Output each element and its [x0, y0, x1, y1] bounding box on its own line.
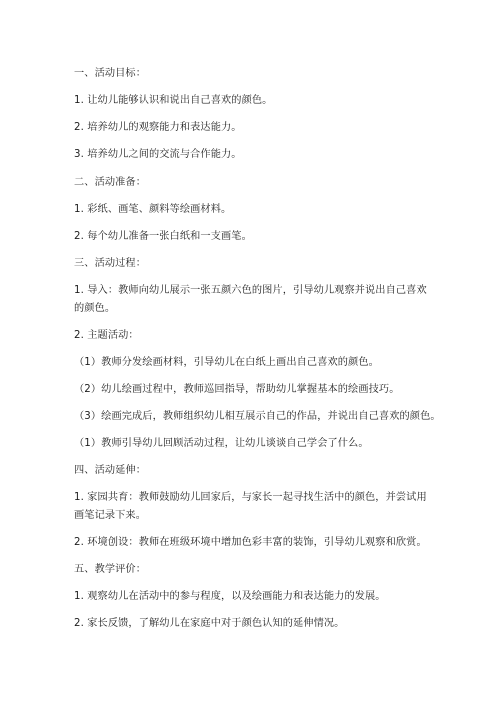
- text-line: 1. 让幼儿能够认识和说出自己喜欢的颜色。: [74, 95, 273, 106]
- text-line: 的颜色。: [74, 303, 116, 314]
- section-heading-preparation: 二、活动准备：: [74, 177, 147, 188]
- text-line: 1. 家园共育：教师鼓励幼儿回家后，与家长一起寻找生活中的颜色，并尝试用: [74, 492, 427, 503]
- text-line: 1. 彩纸、画笔、颜料等绘画材料。: [74, 204, 232, 215]
- text-line: （1）教师引导幼儿回顾活动过程，让幼儿谈谈自己学会了什么。: [74, 438, 369, 449]
- text-line: 2. 主题活动：: [74, 330, 139, 341]
- text-line: （1）教师分发绘画材料，引导幼儿在白纸上画出自己喜欢的颜色。: [74, 357, 379, 368]
- text-line: 2. 每个幼儿准备一张白纸和一支画笔。: [74, 231, 252, 242]
- text-line: 画笔记录下来。: [74, 510, 147, 521]
- text-line: （2）幼儿绘画过程中，教师巡回指导，帮助幼儿掌握基本的绘画技巧。: [74, 384, 400, 395]
- text-line: 1. 观察幼儿在活动中的参与程度，以及绘画能力和表达能力的发展。: [74, 591, 386, 602]
- section-heading-extension: 四、活动延伸：: [74, 465, 147, 476]
- section-heading-objectives: 一、活动目标：: [74, 68, 147, 79]
- text-line: 2. 培养幼儿的观察能力和表达能力。: [74, 122, 242, 133]
- text-line: 3. 培养幼儿之间的交流与合作能力。: [74, 149, 242, 160]
- section-heading-process: 三、活动过程：: [74, 258, 147, 269]
- text-line: 1. 导入：教师向幼儿展示一张五颜六色的图片，引导幼儿观察并说出自己喜欢: [74, 285, 427, 296]
- text-line: （3）绘画完成后，教师组织幼儿相互展示自己的作品，并说出自己喜欢的颜色。: [74, 411, 441, 422]
- text-line: 2. 家长反馈，了解幼儿在家庭中对于颜色认知的延伸情况。: [74, 618, 345, 629]
- section-heading-evaluation: 五、教学评价：: [74, 564, 147, 575]
- text-line: 2. 环境创设：教师在班级环境中增加色彩丰富的装饰，引导幼儿观察和欣赏。: [74, 537, 427, 548]
